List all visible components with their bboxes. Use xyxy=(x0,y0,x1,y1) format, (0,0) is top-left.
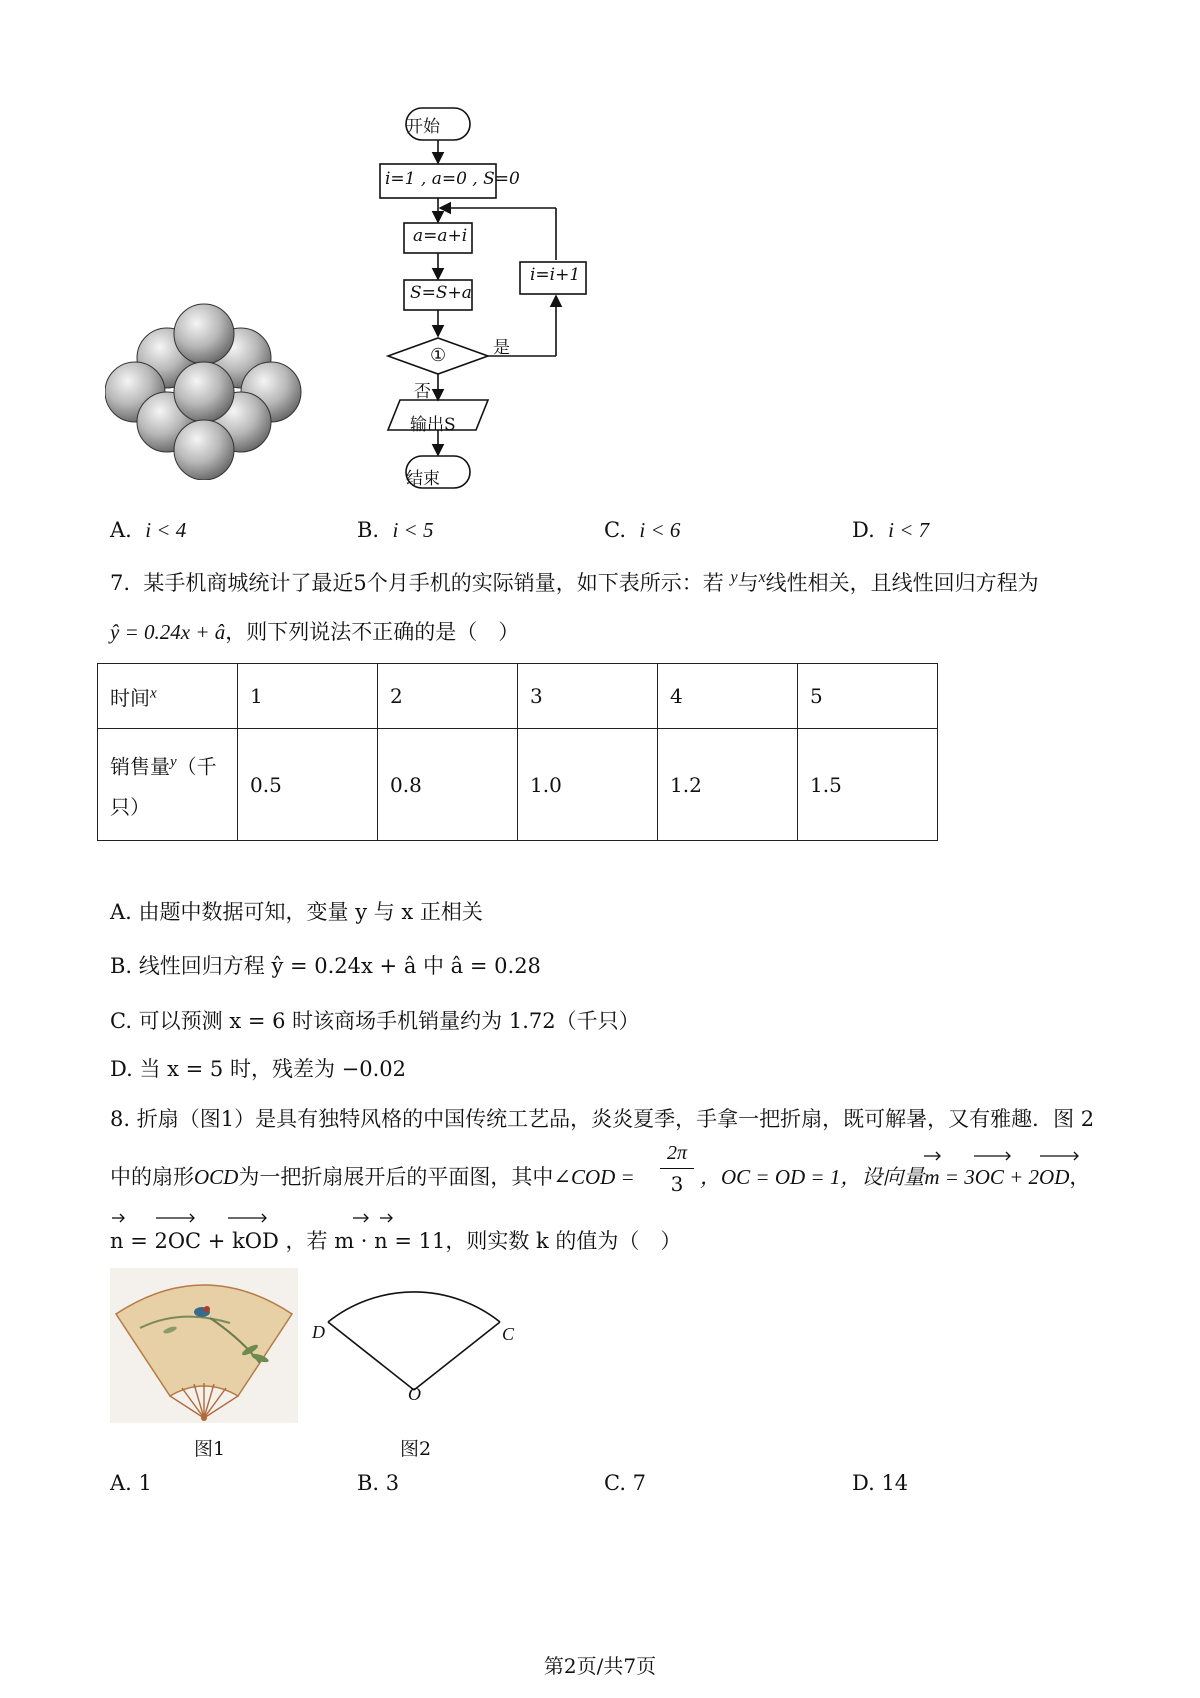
fraction-bar xyxy=(660,1168,694,1169)
table-cell: 1.0 xyxy=(518,729,658,841)
q8-option-c: C. 7 xyxy=(604,1471,647,1495)
flowchart-step-a-label: a=a+i xyxy=(413,226,468,246)
table-cell: 0.5 xyxy=(238,729,378,841)
q8-option-d: D. 14 xyxy=(852,1471,909,1495)
flowchart-end-label: 结束 xyxy=(406,469,440,489)
fig1-caption: 图1 xyxy=(194,1438,226,1460)
q6-option-a: A. i < 4 xyxy=(110,518,187,542)
flowchart-no-label: 否 xyxy=(414,382,431,402)
q7-stem-line2: ŷ = 0.24x + â，则下列说法不正确的是（ ） xyxy=(110,620,520,644)
q8-stem-line3: n = 2OC + kOD ，若 m · n = 11，则实数 k 的值为（ ） xyxy=(110,1229,682,1253)
sphere-pyramid-image xyxy=(105,300,305,480)
table-row xyxy=(98,729,938,841)
table-cell: 3 xyxy=(518,664,658,729)
table-row xyxy=(98,664,938,729)
sales-table xyxy=(97,663,938,841)
table-cell: 2 xyxy=(378,664,518,729)
table-cell: 4 xyxy=(658,664,798,729)
table-header-cell: 销售量$^y$（千 只） xyxy=(98,729,238,841)
q8-stem-line1: 8. 折扇（图1）是具有独特风格的中国传统工艺品，炎炎夏季，手拿一把折扇，既可解暑，又有雅趣．图 2 xyxy=(110,1107,1095,1131)
sector-radius-oc xyxy=(414,1322,500,1390)
q6-option-c: C. i < 6 xyxy=(604,518,681,542)
point-c-label: C xyxy=(502,1324,515,1344)
q8-stem-line2: 中的扇形OCD为一把折扇展开后的平面图，其中∠COD = xyxy=(110,1165,635,1189)
flowchart-yes-label: 是 xyxy=(493,338,510,358)
table-header-cell: 时间$^x$ xyxy=(98,664,238,729)
q8-option-b: B. 3 xyxy=(357,1471,400,1495)
q7-option-b: B. 线性回归方程 ŷ = 0.24x + â 中 â = 0.28 xyxy=(110,954,541,978)
flowchart xyxy=(370,100,610,495)
vector-arrows-line2 xyxy=(922,1148,1102,1162)
sector-arc xyxy=(328,1292,500,1322)
page-footer: 第2页/共7页 xyxy=(543,1654,657,1678)
flowchart-output-label: 输出S xyxy=(410,415,456,435)
flowchart-increment-label: i=i+1 xyxy=(530,265,581,285)
flowchart-init-label: i=1 , a=0 , S=0 xyxy=(385,169,520,189)
table-cell: 0.8 xyxy=(378,729,518,841)
table-cell: 1.2 xyxy=(658,729,798,841)
q7-option-a: A. 由题中数据可知，变量 y 与 x 正相关 xyxy=(110,900,483,924)
q8-option-a: A. 1 xyxy=(110,1471,152,1495)
fraction-numerator: 2π xyxy=(666,1142,688,1164)
table-cell: 5 xyxy=(798,664,938,729)
flowchart-step-s-label: S=S+a xyxy=(410,283,472,303)
table-cell: 1 xyxy=(238,664,378,729)
point-o-label: O xyxy=(408,1384,421,1404)
q7-stem-line1: 7. 某手机商城统计了最近5个月手机的实际销量，如下表所示：若 $^y$与$^x$线性相关，且线性回归方程为 xyxy=(110,569,1039,595)
table-cell: 1.5 xyxy=(798,729,938,841)
flowchart-start-label: 开始 xyxy=(406,117,440,137)
sector-radius-od xyxy=(328,1322,414,1390)
q6-option-d: D. i < 7 xyxy=(852,518,930,542)
flowchart-condition-label: ① xyxy=(430,345,447,366)
fraction-denominator: 3 xyxy=(670,1172,684,1196)
q8-stem-line2-tail: ，OC = OD = 1，设向量m = 3OC + 2OD， xyxy=(700,1165,1091,1189)
fig2-caption: 图2 xyxy=(400,1438,432,1460)
q6-option-b: B. i < 5 xyxy=(357,518,434,542)
vector-arrows-line3 xyxy=(110,1210,450,1224)
point-d-label: D xyxy=(312,1322,325,1342)
folding-fan-image xyxy=(110,1268,298,1423)
q8-fraction xyxy=(660,1140,694,1197)
q7-option-d: D. 当 x = 5 时，残差为 −0.02 xyxy=(110,1057,406,1081)
q7-option-c: C. 可以预测 x = 6 时该商场手机销量约为 1.72（千只） xyxy=(110,1009,640,1033)
